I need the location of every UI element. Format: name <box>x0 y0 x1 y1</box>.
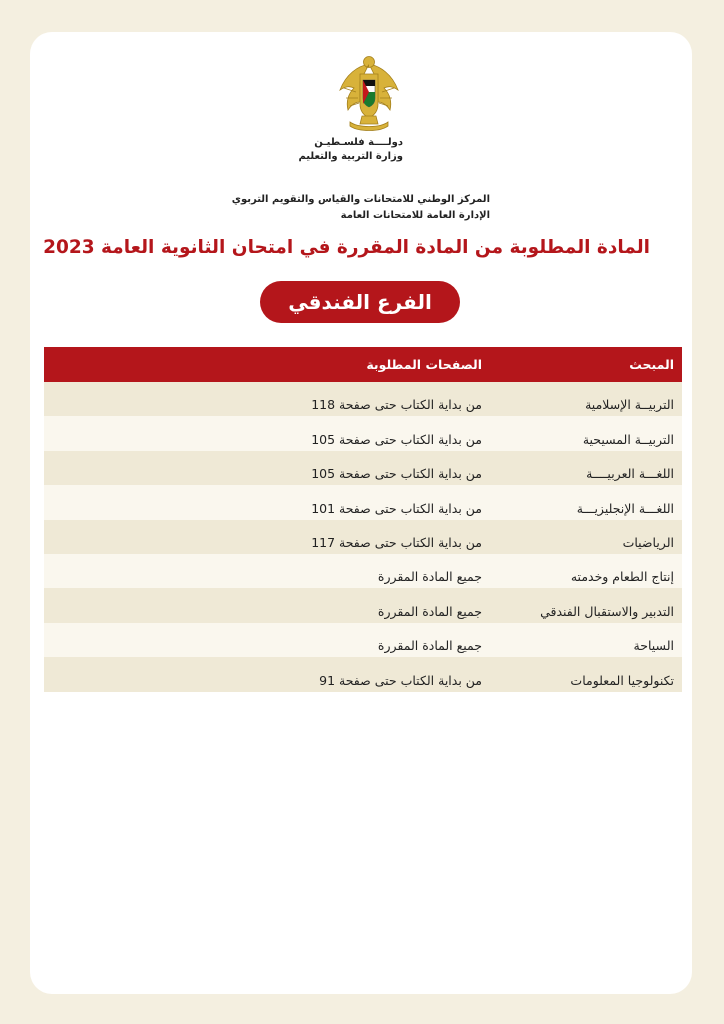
subject-cell: إنتاج الطعام وخدمته <box>570 569 674 585</box>
pages-cell: من بداية الكتاب حتى صفحة 118 <box>311 397 482 413</box>
table-row <box>44 554 682 588</box>
header-subject: المبحث <box>629 357 674 372</box>
state-name: دولــــة فلسـطيـن <box>314 137 403 148</box>
table-row <box>44 588 682 622</box>
branch-badge <box>260 281 460 323</box>
subjects-table <box>44 347 682 692</box>
center-block <box>150 192 490 224</box>
branch-label: الفرع الفندقي <box>288 290 432 314</box>
table-row <box>44 451 682 485</box>
pages-cell: من بداية الكتاب حتى صفحة 105 <box>311 431 482 447</box>
table-row <box>44 416 682 450</box>
pages-cell: جميع المادة المقررة <box>377 569 482 585</box>
subject-cell: التربيــة المسيحية <box>582 431 674 447</box>
ministry-name: وزارة التربية والتعليم <box>298 151 403 162</box>
document-page <box>30 32 692 994</box>
pages-cell: من بداية الكتاب حتى صفحة 117 <box>311 534 482 550</box>
pages-cell: من بداية الكتاب حتى صفحة 105 <box>311 466 482 482</box>
table-row <box>44 382 682 416</box>
center-name: المركز الوطني للامتحانات والقياس والتقويم التربوي <box>231 194 490 205</box>
subject-cell: اللغـــة الإنجليزيـــة <box>576 500 674 516</box>
pages-cell: جميع المادة المقررة <box>377 603 482 619</box>
header-pages: الصفحات المطلوبة <box>366 357 482 372</box>
page-title: المادة المطلوبة من المادة المقررة في امتحان الثانوية العامة 2023 <box>43 237 650 258</box>
subject-cell: الرياضيات <box>622 534 674 550</box>
table-header-row <box>44 347 682 382</box>
pages-cell: من بداية الكتاب حتى صفحة 91 <box>319 672 482 688</box>
ministry-block <box>260 136 403 164</box>
table-row <box>44 485 682 519</box>
subject-cell: السياحة <box>633 638 674 654</box>
directorate-name: الإدارة العامة للامتحانات العامة <box>340 210 490 221</box>
pages-cell: جميع المادة المقررة <box>377 638 482 654</box>
table-row <box>44 520 682 554</box>
palestine-eagle-emblem-icon <box>336 52 402 134</box>
table-row <box>44 623 682 657</box>
subject-cell: اللغـــة العربيــــة <box>586 466 674 482</box>
subject-cell: تكنولوجيا المعلومات <box>570 672 674 688</box>
pages-cell: من بداية الكتاب حتى صفحة 101 <box>311 500 482 516</box>
subject-cell: التدبير والاستقبال الفندقي <box>540 603 674 619</box>
table-row <box>44 657 682 691</box>
subject-cell: التربيــة الإسلامية <box>585 397 674 413</box>
